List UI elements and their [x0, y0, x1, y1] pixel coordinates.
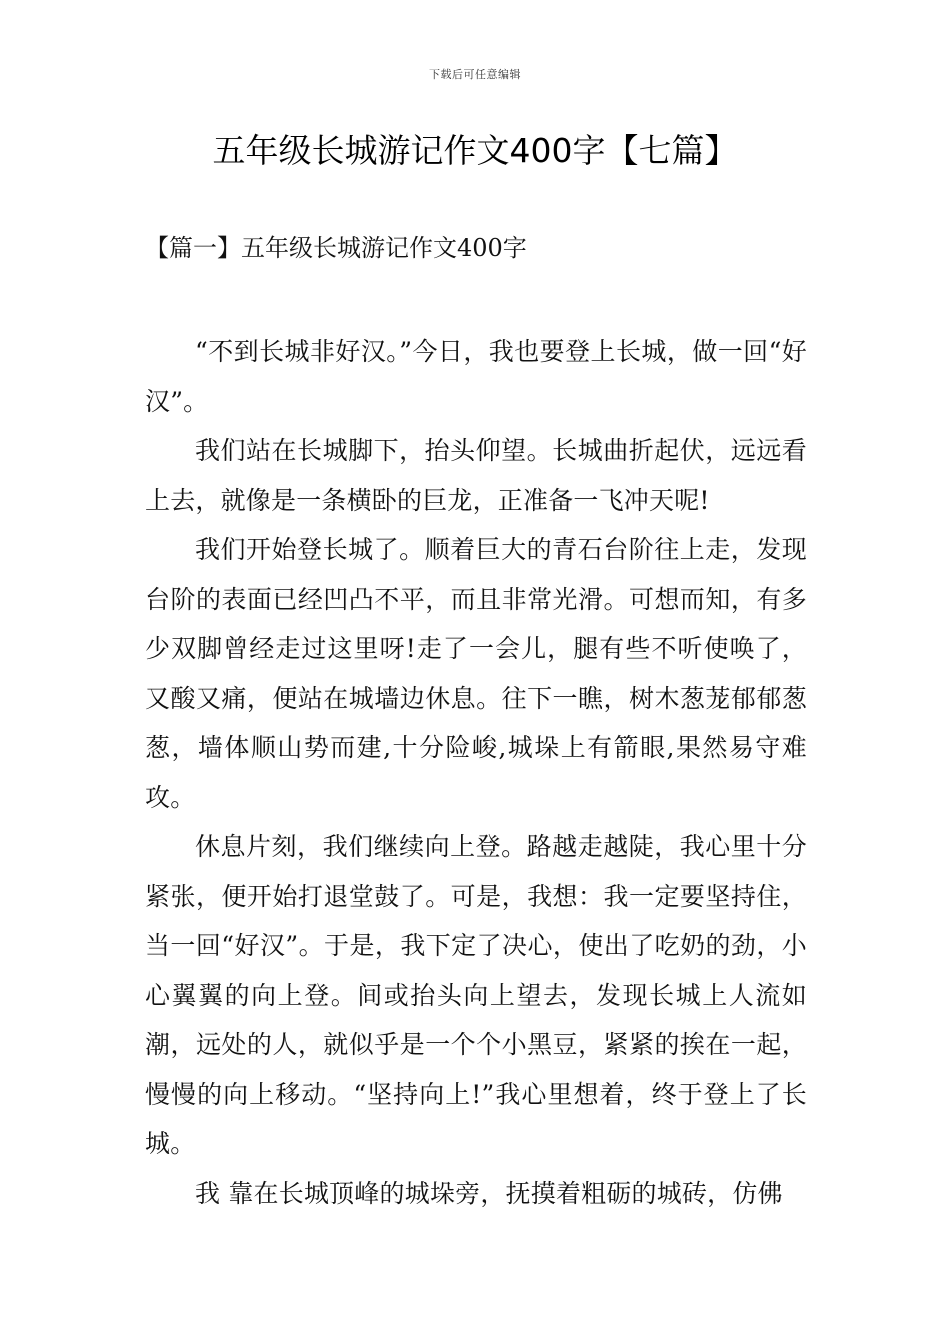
paragraph-4: 休息片刻，我们继续向上登。路越走越陡，我心里十分紧张，便开始打退堂鼓了。可是，我想：我一定要坚持住，当一回“好汉”。于是，我下定了决心，使出了吃奶的劲，小心翼翼的向上登。间或抬头向上望去，发现长城上人流如潮，远处的人，就似乎是一个个小黑豆，紧紧的挨在一起，慢慢的向上移动。“坚持向上!”我心里想着，终于登上了长城。	[145, 832, 807, 1158]
paragraph-5: 我 靠在长城顶峰的城垛旁，抚摸着粗砺的城砖，仿佛	[195, 1178, 783, 1208]
paragraph-2: 我们站在长城脚下，抬头仰望。长城曲折起伏，远远看上去，就像是一条横卧的巨龙，正准备一飞冲天呢!	[145, 436, 807, 515]
section-heading: 【篇一】五年级长城游记作文400字	[145, 234, 527, 262]
document-title: 五年级长城游记作文400字【七篇】	[212, 131, 738, 170]
paragraph-3: 我们开始登长城了。顺着巨大的青石台阶往上走，发现台阶的表面已经凹凸不平，而且非常光滑。可想而知，有多少双脚曾经走过这里呀!走了一会儿，腿有些不听使唤了，又酸又痛，便站在城墙边休息。往下一瞧，树木葱茏郁郁葱葱，墙体顺山势而建,十分险峻,城垛上有箭眼,果然易守难攻。	[145, 535, 807, 812]
paragraph-1: “不到长城非好汉。”今日，我也要登上长城，做一回“好汉”。	[145, 337, 807, 416]
article-body	[145, 327, 807, 1218]
header-note: 下载后可任意编辑	[429, 68, 521, 81]
